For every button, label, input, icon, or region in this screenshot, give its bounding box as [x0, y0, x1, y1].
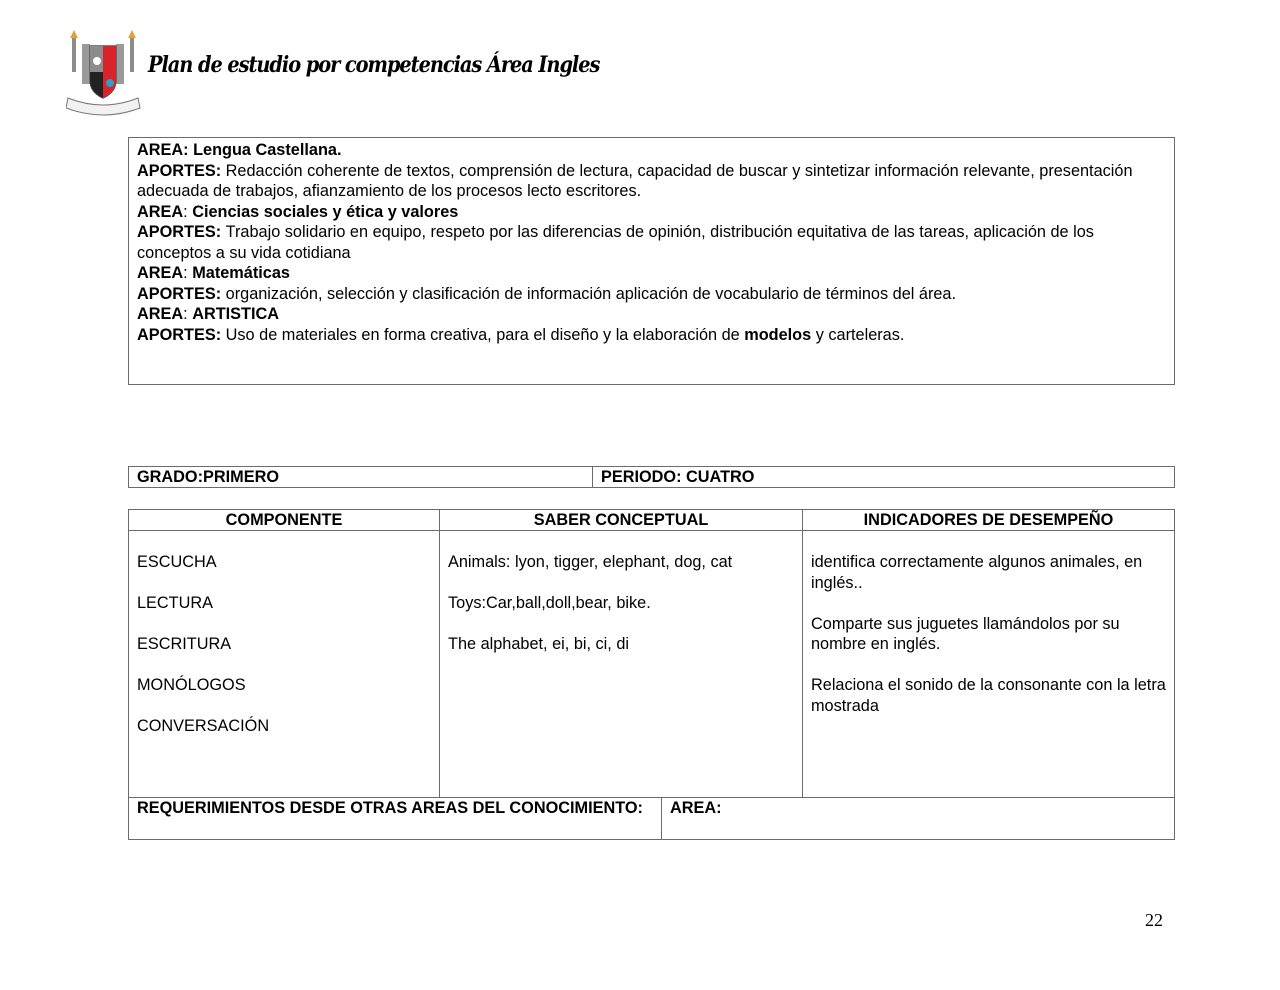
indicador-item: Relaciona el sonido de la consonante con la letra mostrada	[811, 676, 1166, 715]
aportes-line	[137, 161, 1166, 202]
area-label: AREA	[137, 305, 184, 323]
aportes-label: APORTES:	[137, 223, 226, 241]
aportes-line	[137, 325, 1166, 346]
requerimientos-label-cell: REQUERIMIENTOS DESDE OTRAS AREAS DEL CONOCIMIENTO:	[129, 798, 662, 840]
saber-item: Toys:Car,ball,doll,bear, bike.	[448, 594, 651, 612]
saber-conceptual-cell	[440, 531, 803, 798]
table-row	[129, 467, 1175, 488]
area-name: Matemáticas	[192, 264, 290, 282]
area-line	[137, 263, 1166, 284]
componente-item: ESCUCHA	[137, 553, 217, 571]
indicadores-cell	[803, 531, 1175, 798]
area-label: AREA	[137, 264, 184, 282]
indicador-item: identifica correctamente algunos animales, en inglés..	[811, 553, 1143, 592]
area-line	[137, 202, 1166, 223]
requerimientos-area-cell: AREA:	[662, 798, 1175, 840]
area-separator: :	[183, 202, 193, 221]
school-crest-icon	[66, 28, 148, 120]
periodo-cell: PERIODO: CUATRO	[593, 467, 1175, 488]
componente-item: LECTURA	[137, 594, 213, 612]
page-number: 22	[1145, 910, 1163, 930]
page-header	[66, 28, 600, 120]
column-header: SABER CONCEPTUAL	[440, 510, 803, 531]
indicador-item: Comparte sus juguetes llamándolos por su nombre en inglés.	[811, 614, 1120, 653]
aportes-label: APORTES:	[137, 284, 226, 303]
componente-item: ESCRITURA	[137, 635, 232, 653]
componente-item: CONVERSACIÓN	[137, 717, 270, 735]
grado-cell: GRADO:PRIMERO	[129, 467, 593, 488]
grado-table	[128, 466, 1175, 488]
aportes-label: APORTES:	[137, 325, 226, 344]
saber-item: The alphabet, ei, bi, ci, di	[448, 635, 630, 653]
requerimientos-table	[128, 797, 1175, 840]
table-row	[129, 798, 1175, 840]
area-separator: :	[183, 305, 193, 323]
aportes-label: APORTES:	[137, 161, 226, 180]
area-line	[137, 140, 1166, 161]
aportes-line	[137, 284, 1166, 305]
aportes-bold-text: modelos	[744, 325, 812, 344]
area-line	[137, 304, 1166, 325]
area-name: Lengua Castellana.	[193, 141, 342, 159]
aportes-text: Redacción coherente de textos, comprensión de lectura, capacidad de buscar y sintetizar información relevante, presentación adecuada de trabajos, afianzamiento de los procesos lecto escritores.	[137, 161, 1133, 200]
column-header: INDICADORES DE DESEMPEÑO	[803, 510, 1175, 531]
competencias-table	[128, 509, 1175, 798]
aportes-box	[128, 137, 1175, 385]
page-title: Plan de estudio por competencias Área Ingles	[148, 52, 600, 78]
saber-item: Animals: lyon, tigger, elephant, dog, cat	[448, 553, 733, 571]
area-name: ARTISTICA	[192, 305, 280, 323]
area-name: Ciencias sociales y ética y valores	[192, 202, 459, 221]
table-header-row	[129, 510, 1175, 531]
area-separator: :	[183, 264, 193, 282]
area-label: AREA:	[137, 141, 194, 159]
componente-cell	[129, 531, 440, 798]
aportes-text: Trabajo solidario en equipo, respeto por las diferencias de opinión, distribución equitativa de las tareas, aplicación de los conceptos a su vida cotidiana	[137, 223, 1094, 262]
table-row	[129, 531, 1175, 798]
column-header: COMPONENTE	[129, 510, 440, 531]
aportes-line	[137, 222, 1166, 263]
componente-item: MONÓLOGOS	[137, 676, 246, 694]
aportes-text: Uso de materiales en forma creativa, para el diseño y la elaboración de	[225, 325, 745, 344]
aportes-text: organización, selección y clasificación de información aplicación de vocabulario de términos del área.	[225, 284, 956, 303]
area-label: AREA	[137, 202, 184, 221]
aportes-text: y carteleras.	[811, 325, 905, 344]
